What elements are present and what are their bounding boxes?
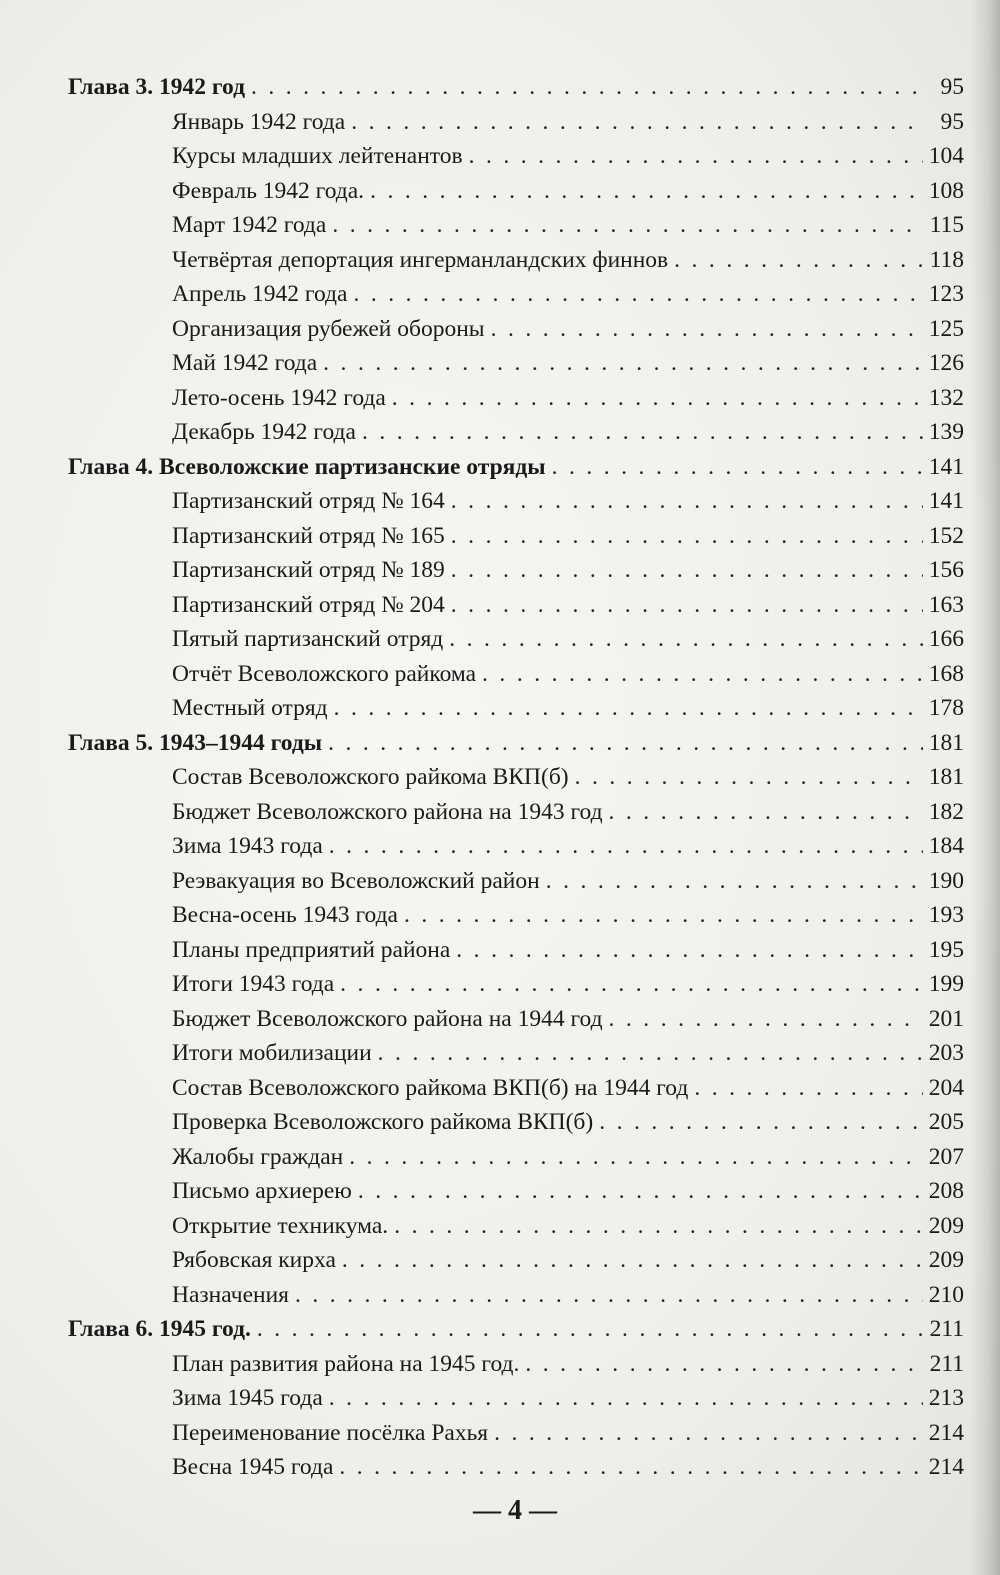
toc-entry-title: Февраль 1942 года. (172, 177, 365, 204)
toc-entry-title: Лето-осень 1942 года (172, 384, 386, 411)
toc-section-entry (68, 105, 964, 140)
toc-entry-title: Глава 5. 1943–1944 годы (68, 729, 323, 756)
toc-entry-page-number: 168 (928, 660, 964, 687)
toc-section-entry (68, 588, 964, 623)
toc-section-entry (68, 1381, 964, 1416)
toc-section-entry (68, 1243, 964, 1278)
toc-section-entry (68, 1174, 964, 1209)
toc-entry-title: Состав Всеволожского райкома ВКП(б) (172, 764, 569, 790)
toc-section-entry (68, 1071, 964, 1106)
toc-entry-title: Планы предприятий района (172, 936, 451, 963)
toc-entry-title: Отчёт Всеволожского райкома (172, 660, 477, 687)
toc-entry-page-number: 201 (928, 1005, 964, 1032)
toc-section-entry (68, 381, 964, 416)
toc-entry-title: Партизанский отряд № 204 (172, 591, 445, 618)
toc-dot-leader (334, 691, 923, 726)
toc-entry-title: Назначения (172, 1281, 289, 1308)
toc-section-entry (68, 829, 964, 864)
toc-dot-leader (456, 933, 922, 968)
toc-entry-page-number: 139 (928, 419, 964, 445)
toc-dot-leader (451, 519, 923, 554)
toc-entry-page-number: 208 (928, 1178, 964, 1204)
toc-entry-page-number: 211 (929, 1316, 964, 1342)
toc-section-entry (68, 1278, 964, 1313)
toc-entry-title: План развития района на 1945 год. (172, 1350, 520, 1377)
toc-entry-title: Курсы младших лейтенантов (172, 143, 463, 169)
toc-entry-page-number: 163 (928, 591, 964, 618)
toc-section-entry (68, 898, 964, 933)
toc-entry-title: Местный отряд (172, 695, 328, 721)
toc-section-entry (68, 967, 964, 1002)
toc-entry-page-number: 209 (928, 1212, 964, 1239)
toc-section-entry (68, 691, 964, 726)
toc-entry-title: Проверка Всеволожского райкома ВКП(б) (172, 1109, 594, 1135)
page-number: — 4 — (473, 1495, 557, 1526)
toc-section-entry (68, 864, 964, 899)
toc-dot-leader (392, 381, 923, 416)
toc-section-entry (68, 795, 964, 830)
toc-dot-leader (323, 346, 923, 381)
toc-entry-title: Бюджет Всеволожского района на 1943 год (172, 798, 603, 825)
toc-entry-title: Жалобы граждан (172, 1143, 344, 1170)
toc-section-entry (68, 346, 964, 381)
toc-section-entry (68, 1450, 964, 1485)
toc-entry-title: Март 1942 года (172, 212, 327, 238)
toc-entry-page-number: 193 (928, 902, 964, 928)
toc-entry-page-number: 190 (928, 867, 964, 894)
toc-entry-page-number: 95 (940, 74, 964, 100)
toc-chapter-entry (68, 726, 964, 761)
toc-entry-page-number: 205 (928, 1109, 964, 1135)
toc-entry-title: Пятый партизанский отряд (172, 626, 444, 652)
toc-entry-title: Письмо архиерею (172, 1178, 352, 1204)
toc-section-entry (68, 519, 964, 554)
toc-section-entry (68, 553, 964, 588)
toc-section-entry (68, 1140, 964, 1175)
toc-section-entry (68, 1209, 964, 1244)
toc-section-entry (68, 1105, 964, 1140)
toc-dot-leader (451, 588, 923, 623)
toc-dot-leader (370, 174, 923, 209)
toc-dot-leader (339, 1450, 922, 1485)
toc-entry-page-number: 141 (928, 453, 964, 480)
toc-dot-leader (362, 415, 923, 450)
toc-entry-title: Итоги 1943 года (172, 971, 335, 997)
toc-section-entry (68, 312, 964, 347)
toc-section-entry (68, 1036, 964, 1071)
toc-entry-page-number: 152 (928, 522, 964, 549)
toc-dot-leader (599, 1105, 923, 1140)
toc-dot-leader (251, 70, 924, 105)
toc-entry-title: Итоги мобилизации (172, 1040, 372, 1066)
toc-dot-leader (694, 1071, 922, 1106)
toc-section-entry (68, 657, 964, 692)
toc-entry-title: Зима 1945 года (172, 1385, 323, 1411)
toc-entry-page-number: 213 (928, 1385, 964, 1411)
toc-entry-page-number: 181 (928, 764, 964, 790)
toc-entry-page-number: 203 (928, 1040, 964, 1066)
toc-dot-leader (451, 553, 923, 588)
toc-dot-leader (351, 105, 924, 140)
toc-dot-leader (342, 1243, 923, 1278)
toc-entry-title: Бюджет Всеволожского района на 1944 год (172, 1005, 603, 1032)
toc-entry-page-number: 195 (928, 936, 964, 963)
toc-entry-page-number: 204 (928, 1074, 964, 1101)
toc-entry-page-number: 184 (928, 833, 964, 859)
toc-dot-leader (328, 726, 923, 761)
toc-entry-page-number: 132 (928, 384, 964, 411)
toc-chapter-entry (68, 70, 964, 105)
toc-entry-page-number: 181 (928, 729, 964, 756)
toc-dot-leader (295, 1278, 923, 1313)
toc-dot-leader (257, 1312, 924, 1347)
toc-dot-leader (394, 1209, 923, 1244)
toc-section-entry (68, 622, 964, 657)
toc-entry-title: Открытие техникума. (172, 1212, 389, 1239)
toc-section-entry (68, 1347, 964, 1382)
toc-entry-title: Переименование посёлка Рахья (172, 1419, 489, 1446)
toc-entry-title: Реэвакуация во Всеволожский район (172, 867, 540, 894)
toc-dot-leader (469, 139, 923, 174)
toc-entry-title: Партизанский отряд № 165 (172, 522, 445, 549)
toc-dot-leader (329, 829, 923, 864)
toc-section-entry (68, 933, 964, 968)
toc-section-entry (68, 1416, 964, 1451)
toc-section-entry (68, 415, 964, 450)
toc-entry-title: Глава 3. 1942 год (68, 74, 245, 100)
toc-section-entry (68, 243, 964, 278)
toc-dot-leader (349, 1140, 923, 1175)
page-binding-shadow (970, 0, 1000, 1575)
toc-entry-page-number: 182 (928, 798, 964, 825)
toc-entry-page-number: 108 (928, 177, 964, 204)
toc-section-entry (68, 484, 964, 519)
toc-entry-page-number: 214 (928, 1454, 964, 1480)
toc-dot-leader (404, 898, 923, 933)
toc-entry-page-number: 125 (928, 315, 964, 342)
toc-chapter-entry (68, 450, 964, 485)
toc-entry-title: Партизанский отряд № 164 (172, 488, 445, 514)
toc-entry-title: Весна-осень 1943 года (172, 902, 398, 928)
toc-entry-page-number: 209 (928, 1247, 964, 1273)
toc-section-entry (68, 277, 964, 312)
toc-chapter-entry (68, 1312, 964, 1347)
toc-entry-page-number: 211 (929, 1350, 964, 1377)
toc-entry-page-number: 156 (928, 557, 964, 583)
toc-entry-title: Весна 1945 года (172, 1454, 334, 1480)
toc-entry-page-number: 178 (928, 695, 964, 721)
toc-dot-leader (378, 1036, 923, 1071)
toc-section-entry (68, 139, 964, 174)
toc-dot-leader (358, 1174, 923, 1209)
toc-entry-title: Глава 4. Всеволожские партизанские отряды (68, 453, 546, 480)
toc-dot-leader (449, 622, 922, 657)
toc-entry-page-number: 118 (929, 246, 964, 273)
toc-dot-leader (546, 864, 923, 899)
toc-dot-leader (575, 760, 923, 795)
toc-dot-leader (674, 243, 923, 278)
toc-dot-leader (340, 967, 923, 1002)
toc-dot-leader (482, 657, 923, 692)
toc-entry-title: Глава 6. 1945 год. (68, 1316, 251, 1342)
toc-dot-leader (525, 1347, 923, 1382)
toc-dot-leader (353, 277, 922, 312)
toc-entry-page-number: 199 (928, 971, 964, 997)
toc-dot-leader (609, 795, 923, 830)
toc-entry-title: Партизанский отряд № 189 (172, 557, 445, 583)
toc-dot-leader (494, 1416, 923, 1451)
toc-entry-title: Декабрь 1942 года (172, 419, 356, 445)
toc-dot-leader (552, 450, 923, 485)
toc-entry-page-number: 141 (928, 488, 964, 514)
toc-entry-page-number: 210 (928, 1281, 964, 1308)
toc-entry-title: Организация рубежей обороны (172, 315, 485, 342)
toc-entry-page-number: 104 (928, 143, 964, 169)
toc-dot-leader (332, 208, 923, 243)
toc-entry-title: Зима 1943 года (172, 833, 323, 859)
toc-entry-title: Рябовская кирха (172, 1247, 336, 1273)
toc-entry-page-number: 207 (928, 1143, 964, 1170)
toc-section-entry (68, 174, 964, 209)
toc-dot-leader (491, 312, 923, 347)
toc-entry-page-number: 95 (940, 108, 964, 135)
toc-entry-page-number: 166 (928, 626, 964, 652)
toc-entry-page-number: 123 (928, 281, 964, 307)
toc-entry-page-number: 115 (929, 212, 964, 238)
toc-entry-title: Январь 1942 года (172, 108, 346, 135)
toc-entry-page-number: 214 (928, 1419, 964, 1446)
toc-dot-leader (329, 1381, 923, 1416)
toc-entry-title: Состав Всеволожского райкома ВКП(б) на 1944 год (172, 1074, 689, 1101)
toc-dot-leader (609, 1002, 923, 1037)
toc-entry-title: Май 1942 года (172, 350, 318, 376)
toc-entry-title: Апрель 1942 года (172, 281, 348, 307)
toc-entry-page-number: 126 (928, 350, 964, 376)
toc-entry-title: Четвёртая депортация ингерманландских финнов (172, 246, 669, 273)
table-of-contents (68, 70, 964, 1485)
toc-section-entry (68, 1002, 964, 1037)
toc-section-entry (68, 208, 964, 243)
toc-section-entry (68, 760, 964, 795)
toc-dot-leader (451, 484, 923, 519)
